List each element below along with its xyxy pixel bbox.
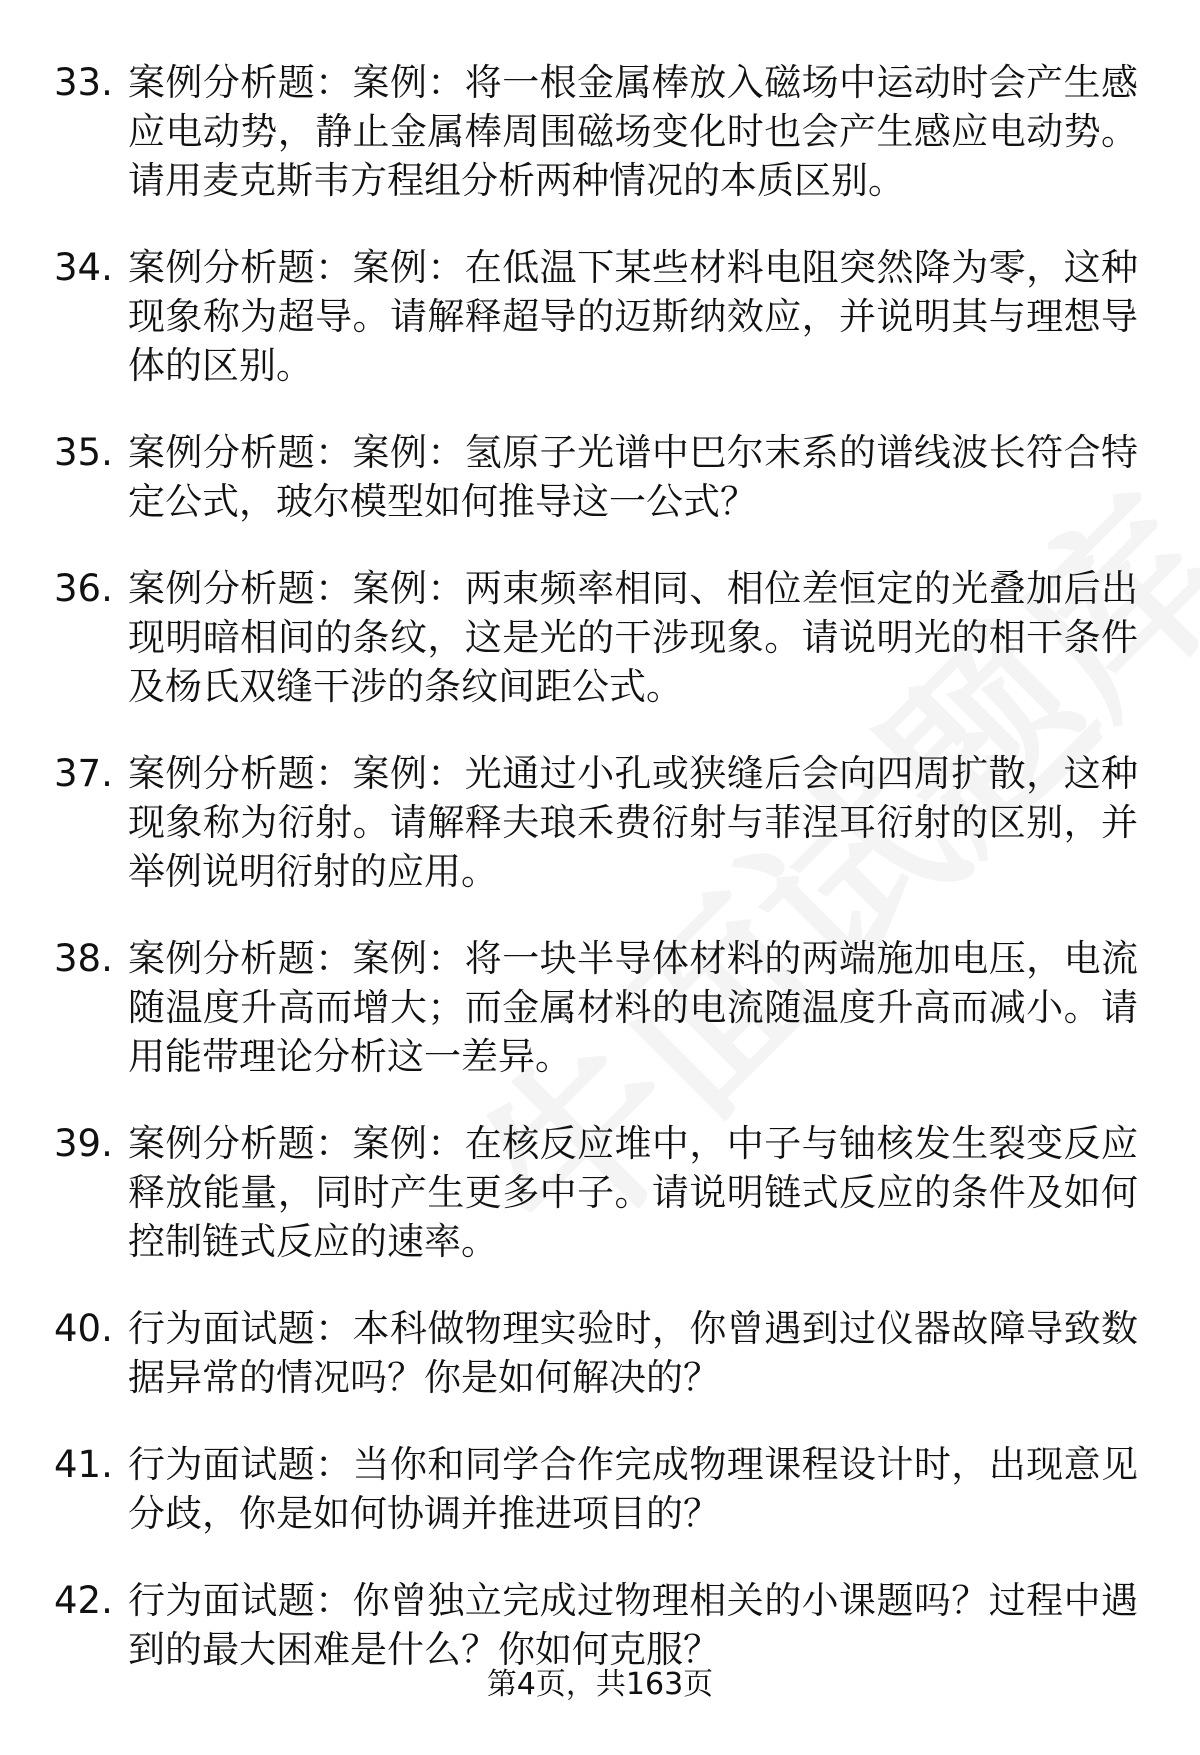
question-text: 行为面试题：本科做物理实验时，你曾遇到过仪器故障导致数据异常的情况吗？你是如何解决的？ <box>128 1307 1138 1399</box>
question-item <box>0 243 1138 390</box>
question-text: 案例分析题：案例：光通过小孔或狭缝后会向四周扩散，这种现象称为衍射。请解释夫琅禾费衍射与菲涅耳衍射的区别，并举例说明衍射的应用。 <box>128 752 1138 893</box>
question-number: 38. <box>54 937 113 980</box>
question-item <box>0 1576 1138 1674</box>
question-text: 案例分析题：案例：将一根金属棒放入磁场中运动时会产生感应电动势，静止金属棒周围磁场变化时也会产生感应电动势。请用麦克斯韦方程组分析两种情况的本质区别。 <box>128 61 1138 202</box>
question-text: 行为面试题：你曾独立完成过物理相关的小课题吗？过程中遇到的最大困难是什么？你如何克服？ <box>128 1579 1138 1671</box>
question-item <box>0 749 1138 896</box>
question-item <box>0 428 1138 526</box>
question-item <box>0 1304 1138 1402</box>
question-text: 案例分析题：案例：在低温下某些材料电阻突然降为零，这种现象称为超导。请解释超导的迈斯纳效应，并说明其与理想导体的区别。 <box>128 246 1138 387</box>
question-number: 41. <box>54 1443 113 1486</box>
question-item <box>0 934 1138 1081</box>
question-item <box>0 1119 1138 1266</box>
question-text: 案例分析题：案例：氢原子光谱中巴尔末系的谱线波长符合特定公式，玻尔模型如何推导这一公式？ <box>128 431 1138 523</box>
question-number: 42. <box>54 1579 113 1622</box>
question-item <box>0 1440 1138 1538</box>
question-number: 40. <box>54 1307 113 1350</box>
question-item <box>0 564 1138 711</box>
question-number: 37. <box>54 752 113 795</box>
question-number: 35. <box>54 431 113 474</box>
question-number: 34. <box>54 246 113 289</box>
question-number: 33. <box>54 61 113 104</box>
question-text: 案例分析题：案例：两束频率相同、相位差恒定的光叠加后出现明暗相间的条纹，这是光的干涉现象。请说明光的相干条件及杨氏双缝干涉的条纹间距公式。 <box>128 567 1138 708</box>
page-footer: 第4页，共163页 <box>486 1667 714 1702</box>
question-text: 案例分析题：案例：将一块半导体材料的两端施加电压，电流随温度升高而增大；而金属材料的电流随温度升高而减小。请用能带理论分析这一差异。 <box>128 937 1138 1078</box>
question-list <box>0 58 1200 1712</box>
question-number: 39. <box>54 1122 113 1165</box>
question-item <box>0 58 1138 205</box>
question-text: 案例分析题：案例：在核反应堆中，中子与铀核发生裂变反应释放能量，同时产生更多中子。请说明链式反应的条件及如何控制链式反应的速率。 <box>128 1122 1138 1263</box>
question-number: 36. <box>54 567 113 610</box>
question-text: 行为面试题：当你和同学合作完成物理课程设计时，出现意见分歧，你是如何协调并推进项目的？ <box>128 1443 1138 1535</box>
